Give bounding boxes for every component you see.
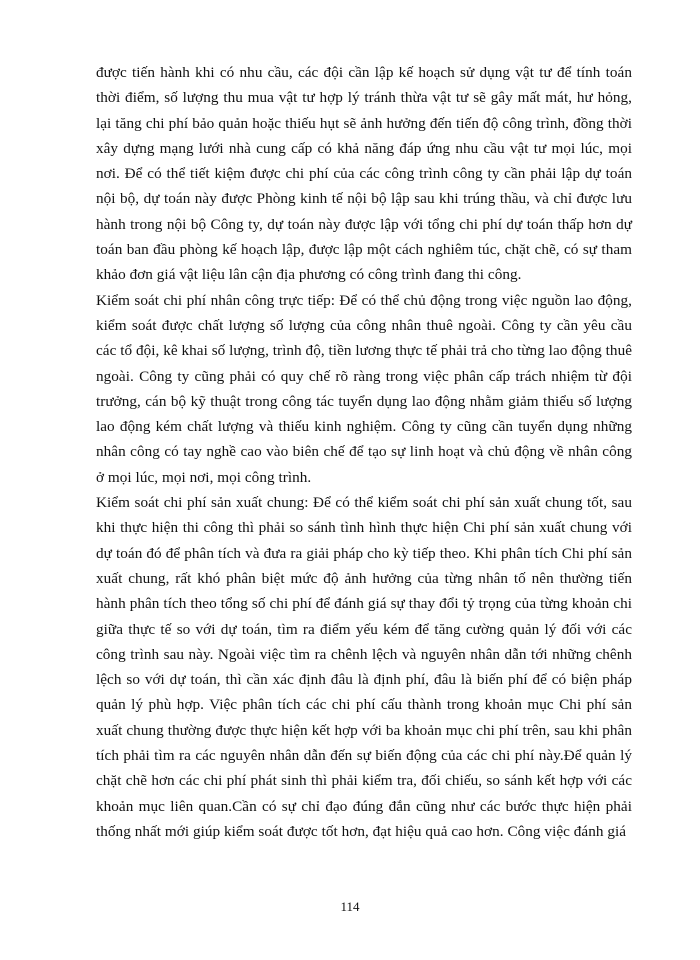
paragraph-overhead-control: Kiểm soát chi phí sản xuất chung: Để có thể kiểm soát chi phí sản xuất chung tốt, sau khi thực hiện thi công thì phải so sánh tình hình thực hiện Chi phí sản xuất chung với dự toán đó để phân tích và đưa ra giải pháp cho kỳ tiếp theo. Khi phân tích Chi phí sản xuất chung, rất khó phân biệt mức độ ảnh hưởng của từng nhân tố nên thường tiến hành phân tích theo tổng số chi phí để đánh giá sự thay đổi tỷ trọng của từng khoản chi giữa thực tế so với dự toán, tìm ra điểm yếu kém để tăng cường quản lý đối với các công trình sau này. Ngoài việc tìm ra chênh lệch và nguyên nhân dẫn tới những chênh lệch so với dự toán, thì cần xác định đâu là định phí, đâu là biến phí để có biện pháp quản lý phù hợp. Việc phân tích các chi phí cấu thành trong khoản mục Chi phí sản xuất chung thường được thực hiện kết hợp với ba khoản mục chi phí trên, sau khi phân tích phải tìm ra các nguyên nhân dẫn đến sự biến động của các chi phí này.Để quản lý chặt chẽ hơn các chi phí phát sinh thì phải kiểm tra, đối chiếu, so sánh kết hợp với các khoản mục liên quan.Cần có sự chỉ đạo đúng đắn cũng như các bước thực hiện phải thống nhất mới giúp kiểm soát được tốt hơn, đạt hiệu quả cao hơn. Công việc đánh giá (96, 494, 632, 840)
paragraph-material-cost-continued: được tiến hành khi có nhu cầu, các đội cần lập kế hoạch sử dụng vật tư để tính toán thời điểm, số lượng thu mua vật tư hợp lý tránh thừa vật tư sẽ gây mất mát, hư hỏng, lại tăng chi phí bảo quản hoặc thiếu hụt sẽ ảnh hưởng đến tiến độ công trình, đồng thời xây dựng mạng lưới nhà cung cấp có khả năng đáp ứng nhu cầu vật tư mọi lúc, mọi nơi. Để có thể tiết kiệm được chi phí của các công trình công ty cần phải lập dự toán nội bộ, dự toán này được Phòng kinh tế nội bộ lập sau khi trúng thầu, và chỉ được lưu hành trong nội bộ Công ty, dự toán này được lập với tổng chi phí dự toán thấp hơn dự toán ban đầu phòng kế hoạch lập, được lập một cách nghiêm túc, chặt chẽ, có sự tham khảo đơn giá vật liệu lân cận địa phương có công trình đang thi công. (96, 64, 632, 284)
paragraph-direct-labor-control: Kiểm soát chi phí nhân công trực tiếp: Để có thể chủ động trong việc nguồn lao động, kiểm soát được chất lượng số lượng của công nhân thuê ngoài. Công ty cần yêu cầu các tổ đội, kê khai số lượng, trình độ, tiền lương thực tế phải trả cho từng lao động thuê ngoài. Công ty cũng phải có quy chế rõ ràng trong việc phân cấp trách nhiệm từ đội trưởng, cán bộ kỹ thuật trong công tác tuyển dụng lao động nhằm giảm thiểu số lượng lao động kém chất lượng và thiếu kinh nghiệm. Công ty cũng cần tuyển dụng những nhân công có tay nghề cao vào biên chế để tạo sự linh hoạt và chủ động về nhân công ở mọi lúc, mọi nơi, mọi công trình. (96, 291, 633, 486)
page-number: 114 (340, 899, 360, 914)
body-text (96, 60, 632, 844)
